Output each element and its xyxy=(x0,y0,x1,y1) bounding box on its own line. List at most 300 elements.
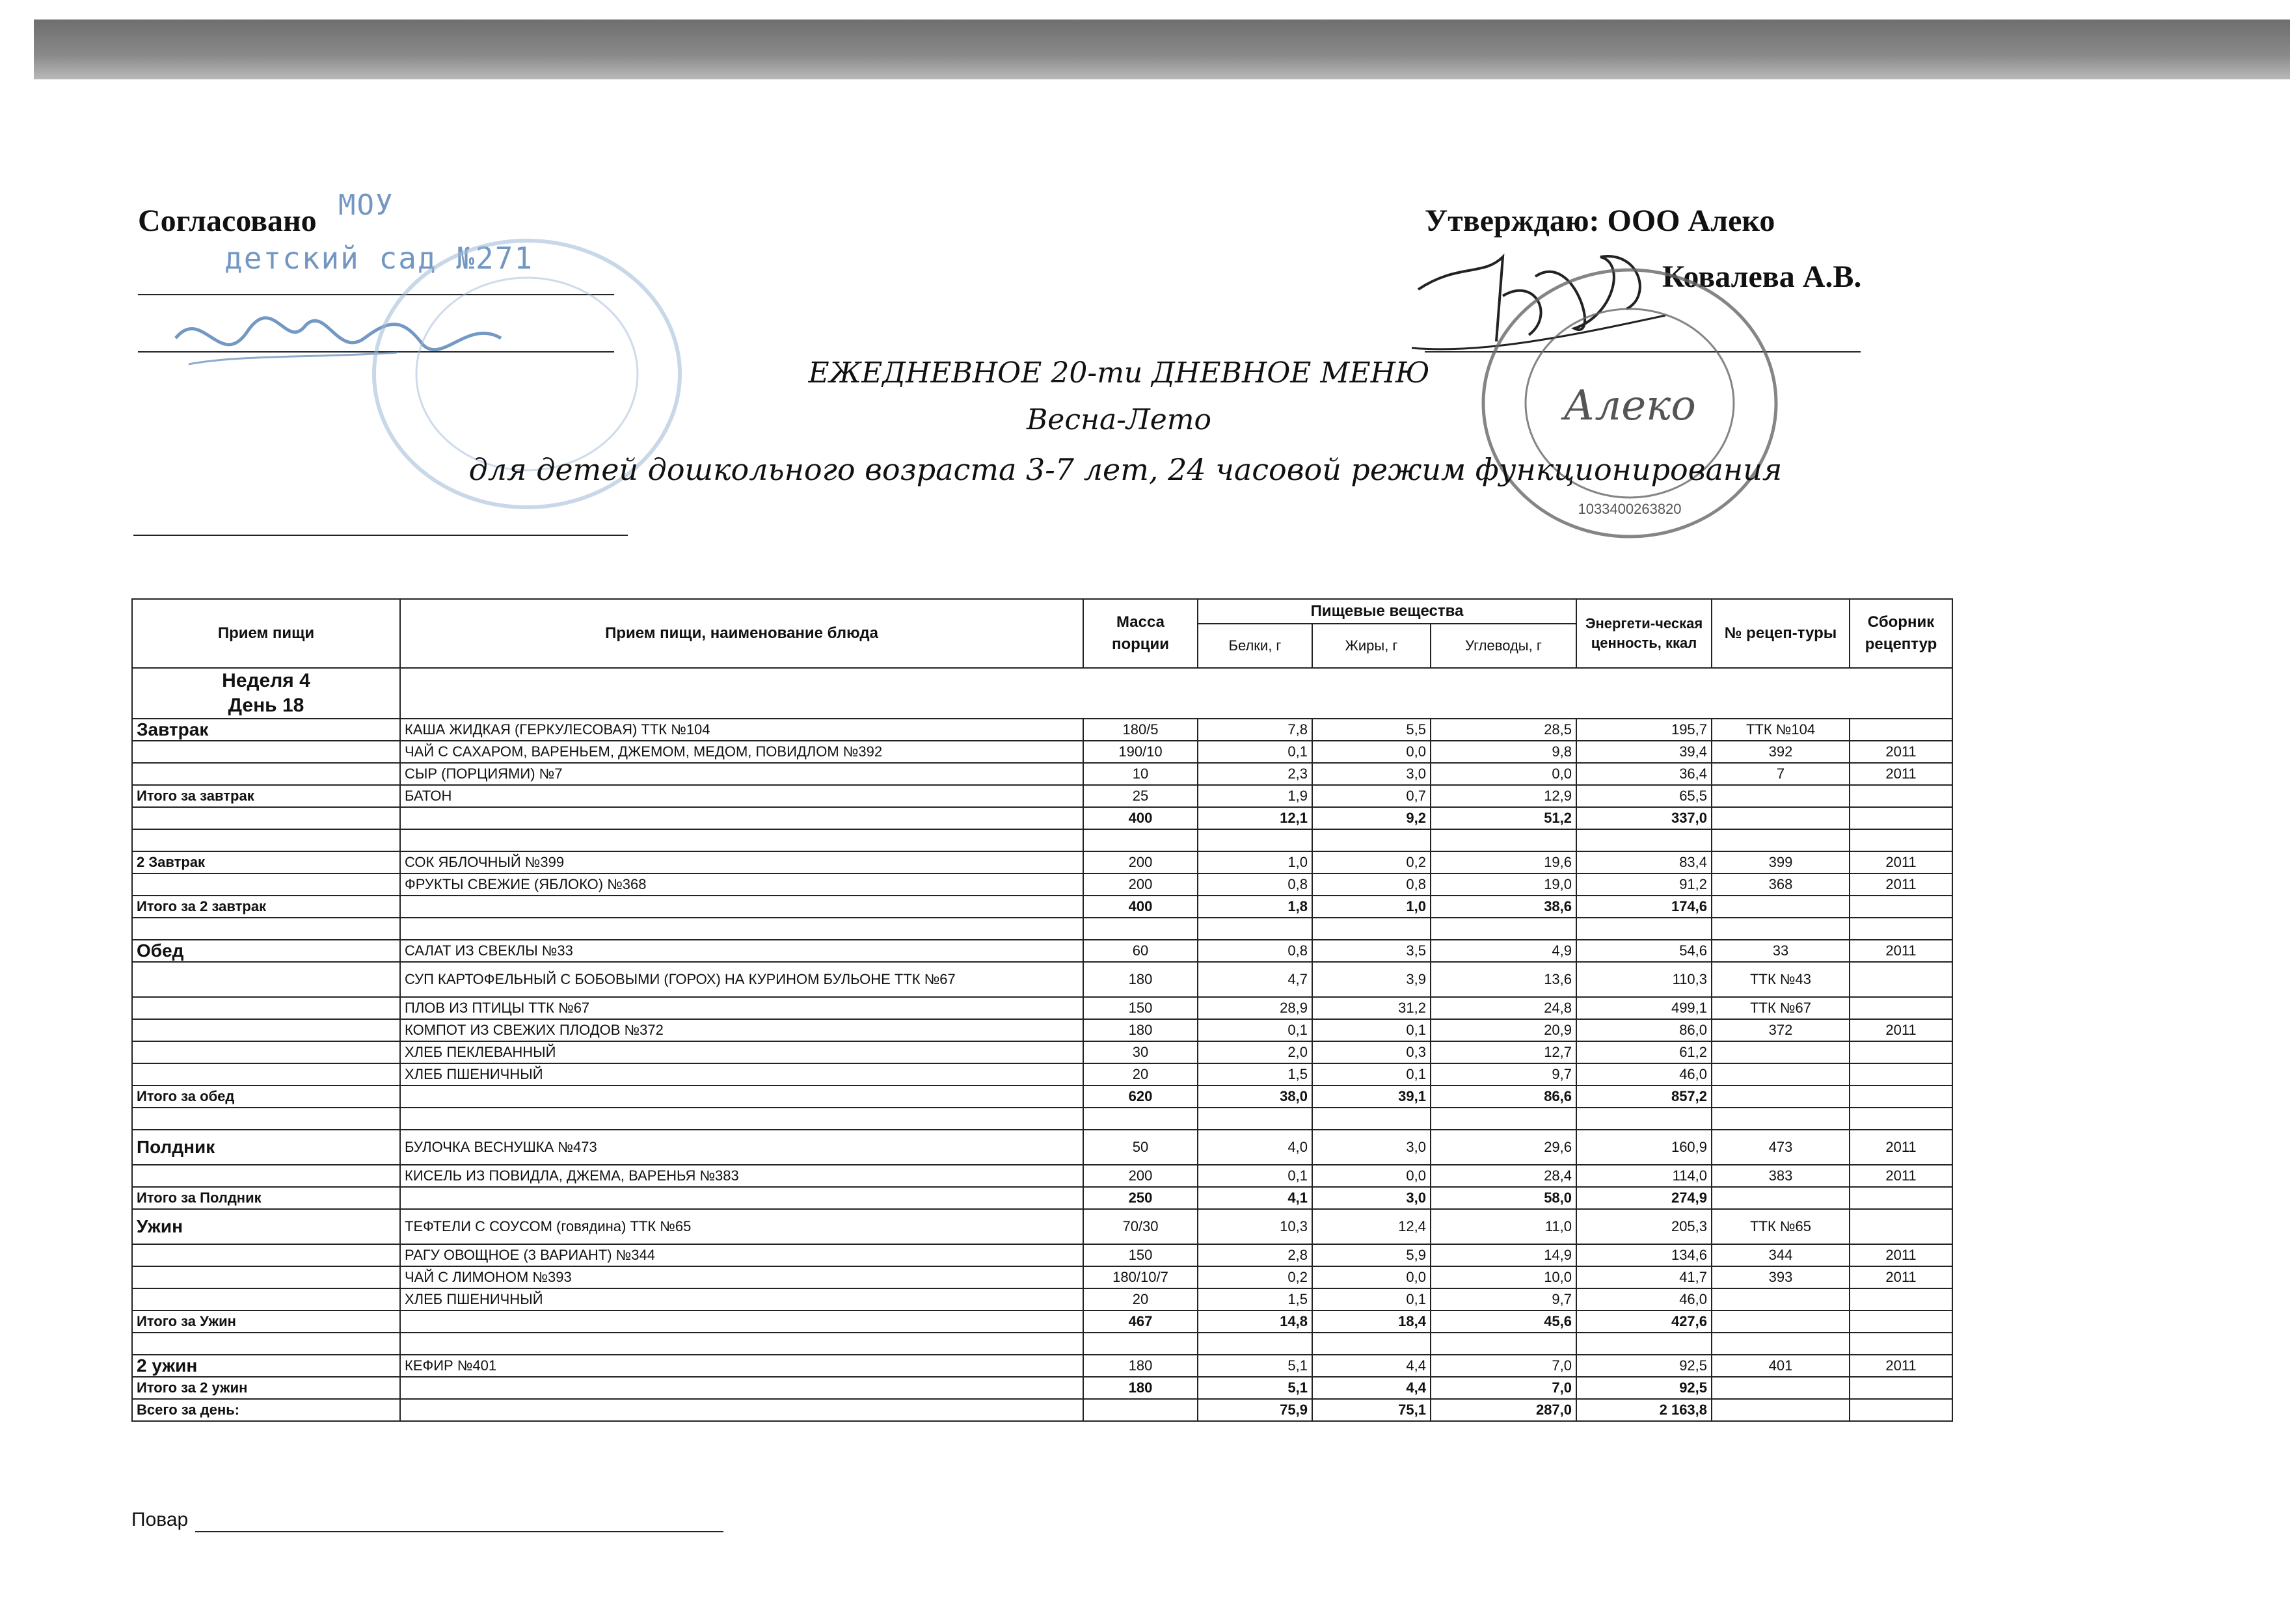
cell-meal xyxy=(132,918,400,940)
cell-collection xyxy=(1850,1399,1952,1421)
cell-recipe xyxy=(1712,1108,1850,1130)
cell-mass: 150 xyxy=(1083,997,1198,1019)
cell-mass: 20 xyxy=(1083,1063,1198,1085)
cell-protein xyxy=(1198,1333,1312,1355)
table-row xyxy=(132,1108,1952,1130)
cell-dish: ТЕФТЕЛИ С СОУСОМ (говядина) ТТК №65 xyxy=(400,1209,1083,1244)
cell-dish: БАТОН xyxy=(400,785,1083,807)
cell-carbs: 4,9 xyxy=(1431,940,1576,962)
cell-carbs: 287,0 xyxy=(1431,1399,1576,1421)
cell-dish: ЧАЙ С ЛИМОНОМ №393 xyxy=(400,1266,1083,1288)
cell-recipe: 392 xyxy=(1712,741,1850,763)
cell-collection xyxy=(1850,896,1952,918)
cell-fat: 0,1 xyxy=(1312,1019,1431,1041)
cell-fat xyxy=(1312,918,1431,940)
cell-collection: 2011 xyxy=(1850,1266,1952,1288)
cell-collection xyxy=(1850,829,1952,851)
cell-protein xyxy=(1198,829,1312,851)
cell-protein: 28,9 xyxy=(1198,997,1312,1019)
table-row xyxy=(132,1377,1952,1399)
cell-collection: 2011 xyxy=(1850,1130,1952,1165)
cell-fat: 39,1 xyxy=(1312,1085,1431,1108)
cell-dish xyxy=(400,807,1083,829)
cell-energy xyxy=(1576,1108,1712,1130)
cell-mass: 200 xyxy=(1083,851,1198,873)
cell-protein: 0,8 xyxy=(1198,940,1312,962)
table-row xyxy=(132,873,1952,896)
cell-carbs: 0,0 xyxy=(1431,763,1576,785)
col-header-recipe: № рецеп-туры xyxy=(1712,599,1850,668)
table-row xyxy=(132,1063,1952,1085)
cell-meal: Итого за Ужин xyxy=(132,1311,400,1333)
cell-dish: СУП КАРТОФЕЛЬНЫЙ С БОБОВЫМИ (ГОРОХ) НА КУРИНОМ БУЛЬОНЕ ТТК №67 xyxy=(400,962,1083,997)
cell-meal xyxy=(132,829,400,851)
cell-collection: 2011 xyxy=(1850,940,1952,962)
cell-fat: 0,1 xyxy=(1312,1288,1431,1311)
cell-energy: 2 163,8 xyxy=(1576,1399,1712,1421)
col-header-meal: Прием пищи xyxy=(132,599,400,668)
cell-protein: 5,1 xyxy=(1198,1355,1312,1377)
cell-mass: 60 xyxy=(1083,940,1198,962)
cell-recipe xyxy=(1712,785,1850,807)
cell-dish: КОМПОТ ИЗ СВЕЖИХ ПЛОДОВ №372 xyxy=(400,1019,1083,1041)
cell-protein: 2,3 xyxy=(1198,763,1312,785)
table-row xyxy=(132,1165,1952,1187)
cell-dish: ФРУКТЫ СВЕЖИЕ (ЯБЛОКО) №368 xyxy=(400,873,1083,896)
cell-energy: 46,0 xyxy=(1576,1288,1712,1311)
cell-carbs: 9,7 xyxy=(1431,1288,1576,1311)
cell-carbs: 12,9 xyxy=(1431,785,1576,807)
cell-recipe: 372 xyxy=(1712,1019,1850,1041)
cell-fat: 0,1 xyxy=(1312,1063,1431,1085)
cell-collection: 2011 xyxy=(1850,851,1952,873)
cell-mass: 30 xyxy=(1083,1041,1198,1063)
cell-fat: 0,0 xyxy=(1312,741,1431,763)
table-row xyxy=(132,829,1952,851)
table-row xyxy=(132,918,1952,940)
table-row xyxy=(132,1041,1952,1063)
cell-energy xyxy=(1576,829,1712,851)
cell-protein: 1,0 xyxy=(1198,851,1312,873)
cell-dish xyxy=(400,1399,1083,1421)
cell-collection xyxy=(1850,1063,1952,1085)
cell-meal xyxy=(132,873,400,896)
cell-energy: 61,2 xyxy=(1576,1041,1712,1063)
cell-recipe xyxy=(1712,1187,1850,1209)
week-day-spacer xyxy=(400,668,1952,719)
cell-meal: Всего за день: xyxy=(132,1399,400,1421)
cell-carbs: 51,2 xyxy=(1431,807,1576,829)
cell-mass: 180 xyxy=(1083,1355,1198,1377)
table-row xyxy=(132,763,1952,785)
cell-collection xyxy=(1850,1288,1952,1311)
cell-protein: 0,2 xyxy=(1198,1266,1312,1288)
cell-meal xyxy=(132,1041,400,1063)
table-row xyxy=(132,1244,1952,1266)
cell-energy: 205,3 xyxy=(1576,1209,1712,1244)
cell-carbs xyxy=(1431,1108,1576,1130)
table-row xyxy=(132,1333,1952,1355)
table-row xyxy=(132,896,1952,918)
cell-dish xyxy=(400,1085,1083,1108)
cell-meal: 2 Завтрак xyxy=(132,851,400,873)
cell-recipe xyxy=(1712,1311,1850,1333)
cell-collection xyxy=(1850,962,1952,997)
menu-title: ЕЖЕДНЕВНОЕ 20-ти ДНЕВНОЕ МЕНЮ xyxy=(808,356,1430,390)
cell-mass: 10 xyxy=(1083,763,1198,785)
cell-fat: 0,2 xyxy=(1312,851,1431,873)
cell-recipe xyxy=(1712,807,1850,829)
table-row xyxy=(132,962,1952,997)
cell-dish: СЫР (ПОРЦИЯМИ) №7 xyxy=(400,763,1083,785)
scan-edge-bar xyxy=(34,20,2290,79)
cell-fat: 5,5 xyxy=(1312,719,1431,741)
cell-mass: 467 xyxy=(1083,1311,1198,1333)
cell-recipe: 473 xyxy=(1712,1130,1850,1165)
cell-energy: 83,4 xyxy=(1576,851,1712,873)
cell-protein: 4,0 xyxy=(1198,1130,1312,1165)
table-row xyxy=(132,1130,1952,1165)
cell-protein: 0,1 xyxy=(1198,1165,1312,1187)
cell-collection xyxy=(1850,1187,1952,1209)
cell-mass: 180/10/7 xyxy=(1083,1266,1198,1288)
cell-meal: Полдник xyxy=(132,1130,400,1165)
cell-mass: 25 xyxy=(1083,785,1198,807)
cell-dish xyxy=(400,1333,1083,1355)
cell-energy: 857,2 xyxy=(1576,1085,1712,1108)
cell-meal xyxy=(132,1333,400,1355)
table-row xyxy=(132,1019,1952,1041)
cell-fat: 3,0 xyxy=(1312,1187,1431,1209)
cell-meal xyxy=(132,1266,400,1288)
cell-recipe xyxy=(1712,1399,1850,1421)
cell-recipe: 33 xyxy=(1712,940,1850,962)
cell-fat: 31,2 xyxy=(1312,997,1431,1019)
cell-dish xyxy=(400,918,1083,940)
cell-energy: 36,4 xyxy=(1576,763,1712,785)
cell-recipe: 399 xyxy=(1712,851,1850,873)
cell-meal xyxy=(132,1244,400,1266)
cook-label: Повар xyxy=(131,1509,189,1530)
cell-meal xyxy=(132,1165,400,1187)
cell-protein: 12,1 xyxy=(1198,807,1312,829)
table-row xyxy=(132,1187,1952,1209)
menu-table xyxy=(131,598,1953,1422)
cell-mass: 250 xyxy=(1083,1187,1198,1209)
day-label: День 18 xyxy=(228,695,304,716)
cell-collection xyxy=(1850,1209,1952,1244)
cell-dish: КЕФИР №401 xyxy=(400,1355,1083,1377)
table-row xyxy=(132,741,1952,763)
cell-recipe: ТТК №43 xyxy=(1712,962,1850,997)
cell-energy: 499,1 xyxy=(1576,997,1712,1019)
cell-fat: 9,2 xyxy=(1312,807,1431,829)
cell-meal: Итого за 2 завтрак xyxy=(132,896,400,918)
cell-carbs: 86,6 xyxy=(1431,1085,1576,1108)
cell-protein: 0,1 xyxy=(1198,741,1312,763)
cell-energy: 427,6 xyxy=(1576,1311,1712,1333)
cell-dish: ХЛЕБ ПЕКЛЕВАННЫЙ xyxy=(400,1041,1083,1063)
cell-fat xyxy=(1312,829,1431,851)
cell-carbs: 10,0 xyxy=(1431,1266,1576,1288)
cell-carbs: 9,7 xyxy=(1431,1063,1576,1085)
cell-recipe: 401 xyxy=(1712,1355,1850,1377)
cell-fat: 4,4 xyxy=(1312,1377,1431,1399)
cell-recipe xyxy=(1712,1041,1850,1063)
cell-carbs: 45,6 xyxy=(1431,1311,1576,1333)
cell-carbs: 20,9 xyxy=(1431,1019,1576,1041)
cell-mass: 180 xyxy=(1083,962,1198,997)
cell-meal: Обед xyxy=(132,940,400,962)
cell-energy xyxy=(1576,1333,1712,1355)
cell-protein: 14,8 xyxy=(1198,1311,1312,1333)
cell-energy: 65,5 xyxy=(1576,785,1712,807)
col-header-nutrients: Пищевые вещества xyxy=(1198,599,1576,624)
cell-collection: 2011 xyxy=(1850,873,1952,896)
cell-mass: 180 xyxy=(1083,1377,1198,1399)
cell-mass: 190/10 xyxy=(1083,741,1198,763)
cell-dish: ЧАЙ С САХАРОМ, ВАРЕНЬЕМ, ДЖЕМОМ, МЕДОМ, ПОВИДЛОМ №392 xyxy=(400,741,1083,763)
table-row xyxy=(132,1266,1952,1288)
cell-carbs: 19,0 xyxy=(1431,873,1576,896)
cell-mass: 180 xyxy=(1083,1019,1198,1041)
table-row xyxy=(132,807,1952,829)
cell-mass xyxy=(1083,1108,1198,1130)
table-row xyxy=(132,1311,1952,1333)
cell-protein xyxy=(1198,1108,1312,1130)
cell-protein xyxy=(1198,918,1312,940)
cell-carbs: 28,4 xyxy=(1431,1165,1576,1187)
cell-dish: ХЛЕБ ПШЕНИЧНЫЙ xyxy=(400,1288,1083,1311)
cell-recipe xyxy=(1712,918,1850,940)
cell-meal xyxy=(132,1108,400,1130)
cell-mass: 400 xyxy=(1083,896,1198,918)
cell-fat: 0,7 xyxy=(1312,785,1431,807)
cell-energy: 92,5 xyxy=(1576,1355,1712,1377)
cell-collection: 2011 xyxy=(1850,741,1952,763)
cell-recipe: ТТК №67 xyxy=(1712,997,1850,1019)
cell-meal: Ужин xyxy=(132,1209,400,1244)
cell-collection xyxy=(1850,807,1952,829)
cell-fat: 0,8 xyxy=(1312,873,1431,896)
cell-recipe xyxy=(1712,1085,1850,1108)
cell-carbs: 13,6 xyxy=(1431,962,1576,997)
agreed-org-stamp-line2: детский сад №271 xyxy=(224,241,534,276)
cell-energy: 92,5 xyxy=(1576,1377,1712,1399)
cell-dish: ХЛЕБ ПШЕНИЧНЫЙ xyxy=(400,1063,1083,1085)
menu-subtitle: для детей дошкольного возраста 3-7 лет, 24 часовой режим функционирования xyxy=(468,452,1783,487)
cell-dish xyxy=(400,1187,1083,1209)
cell-protein: 2,0 xyxy=(1198,1041,1312,1063)
cell-energy xyxy=(1576,918,1712,940)
cell-carbs: 7,0 xyxy=(1431,1355,1576,1377)
cell-energy: 54,6 xyxy=(1576,940,1712,962)
table-row xyxy=(132,1355,1952,1377)
cell-dish xyxy=(400,829,1083,851)
cell-meal: Итого за обед xyxy=(132,1085,400,1108)
cell-mass: 50 xyxy=(1083,1130,1198,1165)
cell-protein: 7,8 xyxy=(1198,719,1312,741)
cell-mass: 200 xyxy=(1083,1165,1198,1187)
cell-mass: 180/5 xyxy=(1083,719,1198,741)
cell-dish: САЛАТ ИЗ СВЕКЛЫ №33 xyxy=(400,940,1083,962)
cell-dish xyxy=(400,1108,1083,1130)
cell-collection xyxy=(1850,1311,1952,1333)
cell-fat: 0,3 xyxy=(1312,1041,1431,1063)
signature-line xyxy=(133,535,628,536)
cell-energy: 91,2 xyxy=(1576,873,1712,896)
cell-meal xyxy=(132,763,400,785)
cell-protein: 4,7 xyxy=(1198,962,1312,997)
cell-carbs xyxy=(1431,918,1576,940)
col-header-energy: Энергети-ческая ценность, ккал xyxy=(1576,599,1712,668)
cell-mass xyxy=(1083,1399,1198,1421)
cell-mass: 70/30 xyxy=(1083,1209,1198,1244)
cell-collection xyxy=(1850,719,1952,741)
cell-recipe: 344 xyxy=(1712,1244,1850,1266)
cell-protein: 75,9 xyxy=(1198,1399,1312,1421)
cell-dish: КИСЕЛЬ ИЗ ПОВИДЛА, ДЖЕМА, ВАРЕНЬЯ №383 xyxy=(400,1165,1083,1187)
cell-carbs: 24,8 xyxy=(1431,997,1576,1019)
approver-name: Ковалева А.В. xyxy=(1662,260,1862,294)
cell-meal: 2 ужин xyxy=(132,1355,400,1377)
cell-energy: 39,4 xyxy=(1576,741,1712,763)
cell-recipe xyxy=(1712,829,1850,851)
cell-mass: 400 xyxy=(1083,807,1198,829)
cell-dish: РАГУ ОВОЩНОЕ (3 ВАРИАНТ) №344 xyxy=(400,1244,1083,1266)
table-row xyxy=(132,997,1952,1019)
cell-recipe xyxy=(1712,1063,1850,1085)
cell-carbs: 7,0 xyxy=(1431,1377,1576,1399)
cell-collection xyxy=(1850,1377,1952,1399)
cell-meal: Итого за Полдник xyxy=(132,1187,400,1209)
cell-meal xyxy=(132,1019,400,1041)
cell-fat: 5,9 xyxy=(1312,1244,1431,1266)
cell-protein: 10,3 xyxy=(1198,1209,1312,1244)
cell-carbs: 28,5 xyxy=(1431,719,1576,741)
table-row xyxy=(132,1085,1952,1108)
cell-energy: 195,7 xyxy=(1576,719,1712,741)
cell-energy: 174,6 xyxy=(1576,896,1712,918)
cell-collection xyxy=(1850,1041,1952,1063)
cell-fat: 0,0 xyxy=(1312,1165,1431,1187)
cell-protein: 38,0 xyxy=(1198,1085,1312,1108)
cell-protein: 5,1 xyxy=(1198,1377,1312,1399)
cell-recipe: ТТК №104 xyxy=(1712,719,1850,741)
cell-energy: 46,0 xyxy=(1576,1063,1712,1085)
cell-mass xyxy=(1083,1333,1198,1355)
cell-carbs: 14,9 xyxy=(1431,1244,1576,1266)
cell-recipe xyxy=(1712,1333,1850,1355)
cell-collection: 2011 xyxy=(1850,763,1952,785)
cell-fat: 0,0 xyxy=(1312,1266,1431,1288)
cell-energy: 41,7 xyxy=(1576,1266,1712,1288)
cell-fat: 75,1 xyxy=(1312,1399,1431,1421)
cell-protein: 2,8 xyxy=(1198,1244,1312,1266)
cell-mass: 200 xyxy=(1083,873,1198,896)
col-header-carbs: Углеводы, г xyxy=(1431,624,1576,668)
cell-fat: 4,4 xyxy=(1312,1355,1431,1377)
table-row xyxy=(132,1288,1952,1311)
cell-energy: 274,9 xyxy=(1576,1187,1712,1209)
cell-protein: 1,9 xyxy=(1198,785,1312,807)
cell-meal xyxy=(132,962,400,997)
cell-fat: 3,0 xyxy=(1312,763,1431,785)
cell-recipe xyxy=(1712,896,1850,918)
col-header-mass: Масса порции xyxy=(1083,599,1198,668)
cell-fat: 18,4 xyxy=(1312,1311,1431,1333)
table-row xyxy=(132,719,1952,741)
cell-energy: 160,9 xyxy=(1576,1130,1712,1165)
cell-recipe: 368 xyxy=(1712,873,1850,896)
cell-carbs: 29,6 xyxy=(1431,1130,1576,1165)
cell-collection: 2011 xyxy=(1850,1019,1952,1041)
col-header-dish: Прием пищи, наименование блюда xyxy=(400,599,1083,668)
cell-mass: 150 xyxy=(1083,1244,1198,1266)
cell-collection xyxy=(1850,1108,1952,1130)
col-header-fat: Жиры, г xyxy=(1312,624,1431,668)
cell-protein: 1,5 xyxy=(1198,1288,1312,1311)
cell-carbs: 38,6 xyxy=(1431,896,1576,918)
cell-carbs xyxy=(1431,829,1576,851)
cell-energy: 86,0 xyxy=(1576,1019,1712,1041)
cell-fat: 1,0 xyxy=(1312,896,1431,918)
cell-meal xyxy=(132,997,400,1019)
table-row xyxy=(132,1209,1952,1244)
cell-collection xyxy=(1850,1085,1952,1108)
cell-recipe: 393 xyxy=(1712,1266,1850,1288)
cell-recipe: ТТК №65 xyxy=(1712,1209,1850,1244)
agreed-org-stamp-line1: МОУ xyxy=(338,189,394,222)
cell-dish: КАША ЖИДКАЯ (ГЕРКУЛЕСОВАЯ) ТТК №104 xyxy=(400,719,1083,741)
cell-mass xyxy=(1083,829,1198,851)
table-row xyxy=(132,940,1952,962)
cell-dish xyxy=(400,1377,1083,1399)
cell-carbs: 12,7 xyxy=(1431,1041,1576,1063)
col-header-collection: Сборник рецептур xyxy=(1850,599,1952,668)
cell-collection: 2011 xyxy=(1850,1165,1952,1187)
cell-carbs: 11,0 xyxy=(1431,1209,1576,1244)
cell-carbs: 9,8 xyxy=(1431,741,1576,763)
table-row xyxy=(132,1399,1952,1421)
cell-carbs: 19,6 xyxy=(1431,851,1576,873)
cell-dish xyxy=(400,896,1083,918)
cell-meal xyxy=(132,741,400,763)
cell-meal xyxy=(132,1063,400,1085)
cell-collection: 2011 xyxy=(1850,1355,1952,1377)
cell-energy: 134,6 xyxy=(1576,1244,1712,1266)
cell-protein: 4,1 xyxy=(1198,1187,1312,1209)
cell-fat: 3,9 xyxy=(1312,962,1431,997)
cell-collection xyxy=(1850,997,1952,1019)
table-row xyxy=(132,785,1952,807)
cell-mass: 620 xyxy=(1083,1085,1198,1108)
cell-dish: ПЛОВ ИЗ ПТИЦЫ ТТК №67 xyxy=(400,997,1083,1019)
cell-mass xyxy=(1083,918,1198,940)
week-day-cell xyxy=(132,668,400,719)
cell-recipe: 7 xyxy=(1712,763,1850,785)
cell-collection xyxy=(1850,918,1952,940)
week-label: Неделя 4 xyxy=(222,670,310,691)
cell-recipe: 383 xyxy=(1712,1165,1850,1187)
cell-dish xyxy=(400,1311,1083,1333)
cell-collection: 2011 xyxy=(1850,1244,1952,1266)
cell-dish: БУЛОЧКА ВЕСНУШКА №473 xyxy=(400,1130,1083,1165)
stamp-text: Алеко xyxy=(1563,382,1696,430)
cell-meal xyxy=(132,1288,400,1311)
cook-signature-line xyxy=(195,1531,723,1532)
cell-fat: 3,0 xyxy=(1312,1130,1431,1165)
